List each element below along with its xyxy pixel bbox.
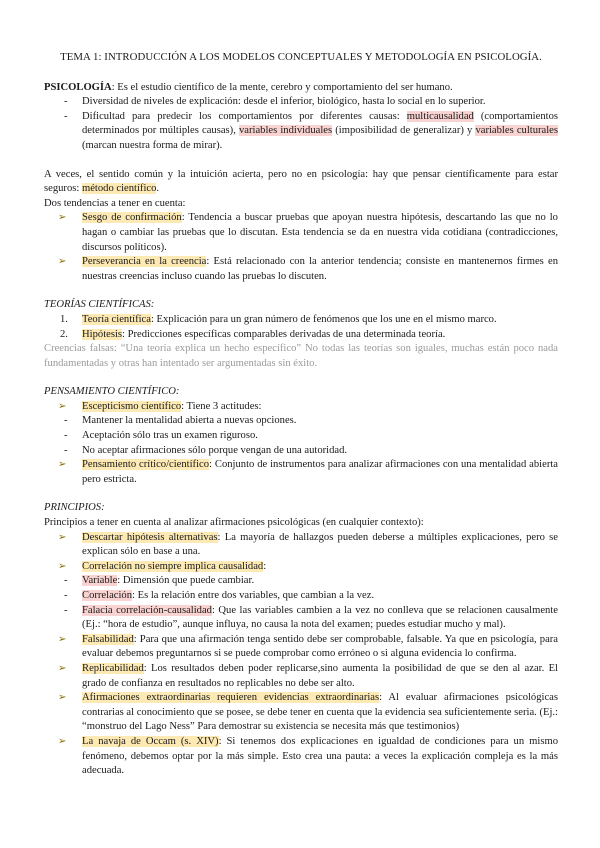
list-item: [44, 400, 558, 415]
highlight-term: Replicabilidad: [82, 662, 144, 674]
list-item-text: : Al evaluar afirmaciones psicológicas contrarias al conocimiento que se posee, se debe tener en cuenta que la evidencia sea suficientemente seria. (Ej.: “monstruo del Lago Ness” Para demostrar su existencia se necesita más que testimonios): [82, 692, 558, 733]
period: .: [156, 183, 160, 195]
list-item-text: : Tiene 3 actitudes:: [181, 400, 262, 412]
highlight-term: Perseverancia en la creencia: [82, 256, 207, 268]
arrow-bullet-icon: ➢: [58, 735, 67, 747]
list-item: [44, 574, 558, 589]
highlight-term-pink: Correlación: [82, 590, 133, 601]
list-item: [44, 255, 558, 284]
tendencias-intro: Dos tendencias a tener en cuenta:: [44, 197, 186, 209]
list-item-text: : Está relacionado con la anterior tendencia; consiste en mantenernos firmes en nuestras creencias incluso cuando las pruebas lo discuten.: [82, 256, 558, 282]
dash-marker: -: [64, 575, 68, 587]
highlight-term: Descartar hipótesis alternativas: [82, 531, 218, 543]
dash-marker: -: [64, 430, 68, 442]
list-item: [44, 735, 558, 779]
list-item: [44, 691, 558, 735]
arrow-bullet-icon: ➢: [58, 531, 67, 543]
number-marker: 2.: [60, 328, 68, 340]
list-item: [44, 414, 558, 429]
list-item: [44, 211, 558, 255]
psicologia-definition: [44, 81, 558, 96]
list-item: [44, 444, 558, 459]
highlight-term: Correlación no siempre implica causalidad: [82, 560, 264, 572]
creencias-falsas-note: Creencias falsas: “Una teoría explica un hecho específico” No todas las teorías son iguales, muchas están poco nada fundamentadas y otras han intentado ser argumentadas sin éxito.: [44, 343, 558, 369]
psicologia-term: PSICOLOGÍA: [44, 81, 112, 93]
list-item-text: Aceptación sólo tras un examen riguroso.: [82, 430, 258, 442]
dash-marker: -: [64, 415, 68, 427]
highlight-term: Escepticismo científico: [82, 400, 182, 412]
number-marker: 1.: [60, 313, 68, 325]
arrow-bullet-icon: ➢: [58, 212, 67, 224]
highlight-term: Falsabilidad: [82, 633, 134, 645]
highlight-term: Afirmaciones extraordinarias requieren evidencias extraordinarias: [82, 692, 380, 704]
highlight-term-pink: Variable: [82, 575, 118, 587]
arrow-bullet-icon: ➢: [58, 633, 67, 645]
list-item-text: (comportamientos determinados por múltiples causas),: [82, 110, 558, 137]
list-item: [44, 531, 558, 560]
arrow-bullet-icon: ➢: [58, 459, 67, 471]
intuicion-paragraph: [44, 168, 558, 197]
list-item-text: (imposibilidad de generalizar) y: [332, 125, 476, 137]
list-item: [44, 589, 558, 604]
arrow-bullet-icon: ➢: [58, 400, 67, 412]
arrow-bullet-icon: ➢: [58, 662, 67, 674]
highlight-term: La navaja de Occam (s. XIV): [82, 735, 219, 747]
arrow-bullet-icon: ➢: [58, 256, 67, 268]
highlight-variables-culturales: variables culturales: [475, 125, 559, 137]
list-item-text: : Para que una afirmación tenga sentido debe ser comprobable, falsable. Ya que en psicología, para evaluar debemos preguntarnos si se puede comprobar como erróneo o si alguna evidencia lo confirma.: [82, 633, 558, 660]
list-item-text: Mantener la mentalidad abierta a nuevas opciones.: [82, 415, 297, 427]
principios-intro: Principios a tener en cuenta al analizar afirmaciones psicológicas (en cualquier contexto):: [44, 517, 424, 529]
highlight-term: Teoría científica: [82, 313, 151, 325]
list-item-text: : La mayoría de hallazgos pueden deberse a múltiples explicaciones, pero se explican sólo en base a una.: [82, 531, 558, 558]
list-item-text: :: [263, 560, 267, 572]
list-item: [44, 328, 558, 343]
dash-marker: -: [64, 96, 68, 108]
list-item: [44, 662, 558, 691]
arrow-bullet-icon: ➢: [58, 692, 67, 704]
list-item-text: : Conjunto de instrumentos para analizar afirmaciones con una mentalidad abierta pero estricta.: [82, 459, 559, 485]
highlight-multicausalidad: multicausalidad: [406, 110, 474, 122]
list-item-text: : Explicación para un gran número de fenómenos que los une en el mismo marco.: [150, 313, 497, 325]
dash-marker: -: [64, 590, 68, 601]
list-item: [44, 633, 558, 662]
list-item: [44, 313, 558, 328]
list-item-text: Diversidad de niveles de explicación: desde el inferior, biológico, hasta lo social en lo superior.: [82, 96, 486, 108]
list-item: [44, 560, 558, 575]
list-item: [44, 429, 558, 444]
list-item: [44, 95, 558, 110]
highlight-term: Hipótesis: [82, 328, 123, 340]
list-item: [44, 604, 558, 633]
highlight-term-pink: Falacia correlación-causalidad: [82, 604, 212, 616]
highlight-metodo-cientifico: método científico: [81, 183, 157, 195]
list-item-text: : Dimensión que puede cambiar.: [117, 575, 255, 587]
dash-marker: -: [64, 444, 68, 456]
arrow-bullet-icon: ➢: [58, 560, 67, 572]
list-item-text: : Los resultados deben poder replicarse,sino aumenta la posibilidad de que se den al azar. El grado de confianza en resultados no replicables no debe ser alto.: [82, 662, 558, 689]
list-item-text: (marcan nuestra forma de mirar).: [82, 139, 223, 151]
list-item-text: : Que las variables cambien a la vez no conlleva que se relacionen causalmente (Ej.: “hora de estudio”, aunque influya, no causa la nota del examen; puedes estudiar mucho y mal).: [82, 604, 558, 631]
dash-marker: -: [64, 110, 68, 122]
highlight-variables-individuales: variables individuales: [238, 125, 333, 137]
section-heading-teorias: TEORÍAS CIENTÍFICAS:: [44, 299, 155, 311]
list-item-text: : Predicciones específicas comparables derivadas de una determinada teoría.: [122, 328, 446, 340]
list-item-text: : Es la relación entre dos variables, que cambian a la vez.: [132, 590, 375, 601]
highlight-term: Sesgo de confirmación: [82, 212, 182, 224]
list-item: [44, 110, 558, 154]
list-item-text: : Tendencia a buscar pruebas que apoyan nuestra hipótesis, descartando las que no lo hagan o cambiar las pruebas que lo discutan. Esta tendencia se da en nuestra vida cotidiana (contradicciones, discursos políticos).: [82, 212, 558, 253]
list-item-text: No aceptar afirmaciones sólo porque vengan de una autoridad.: [82, 444, 348, 456]
page-title: TEMA 1: INTRODUCCIÓN A LOS MODELOS CONCEPTUALES Y METODOLOGÍA EN PSICOLOGÍA.: [60, 51, 542, 63]
list-item-text: Dificultad para predecir los comportamientos por diferentes causas:: [82, 110, 407, 122]
intuicion-text: A veces, el sentido común y la intuición acierta, pero no en psicología: hay que pensar científicamente para estar seguros:: [44, 168, 558, 195]
section-heading-principios: PRINCIPIOS:: [44, 502, 105, 514]
section-heading-pensamiento: PENSAMIENTO CIENTÍFICO:: [44, 386, 180, 398]
dash-marker: -: [64, 604, 68, 616]
list-item-text: : Si tenemos dos explicaciones en igualdad de condiciones para un mismo fenómeno, debemos optar por la más simple. Esto crea una pauta: a veces la explicación compleja es la más adecuada.: [82, 735, 558, 777]
list-item: [44, 458, 558, 487]
psicologia-def-text: : Es el estudio científico de la mente, cerebro y comportamiento del ser humano.: [111, 81, 453, 93]
highlight-term: Pensamiento crítico/científico: [82, 459, 210, 471]
